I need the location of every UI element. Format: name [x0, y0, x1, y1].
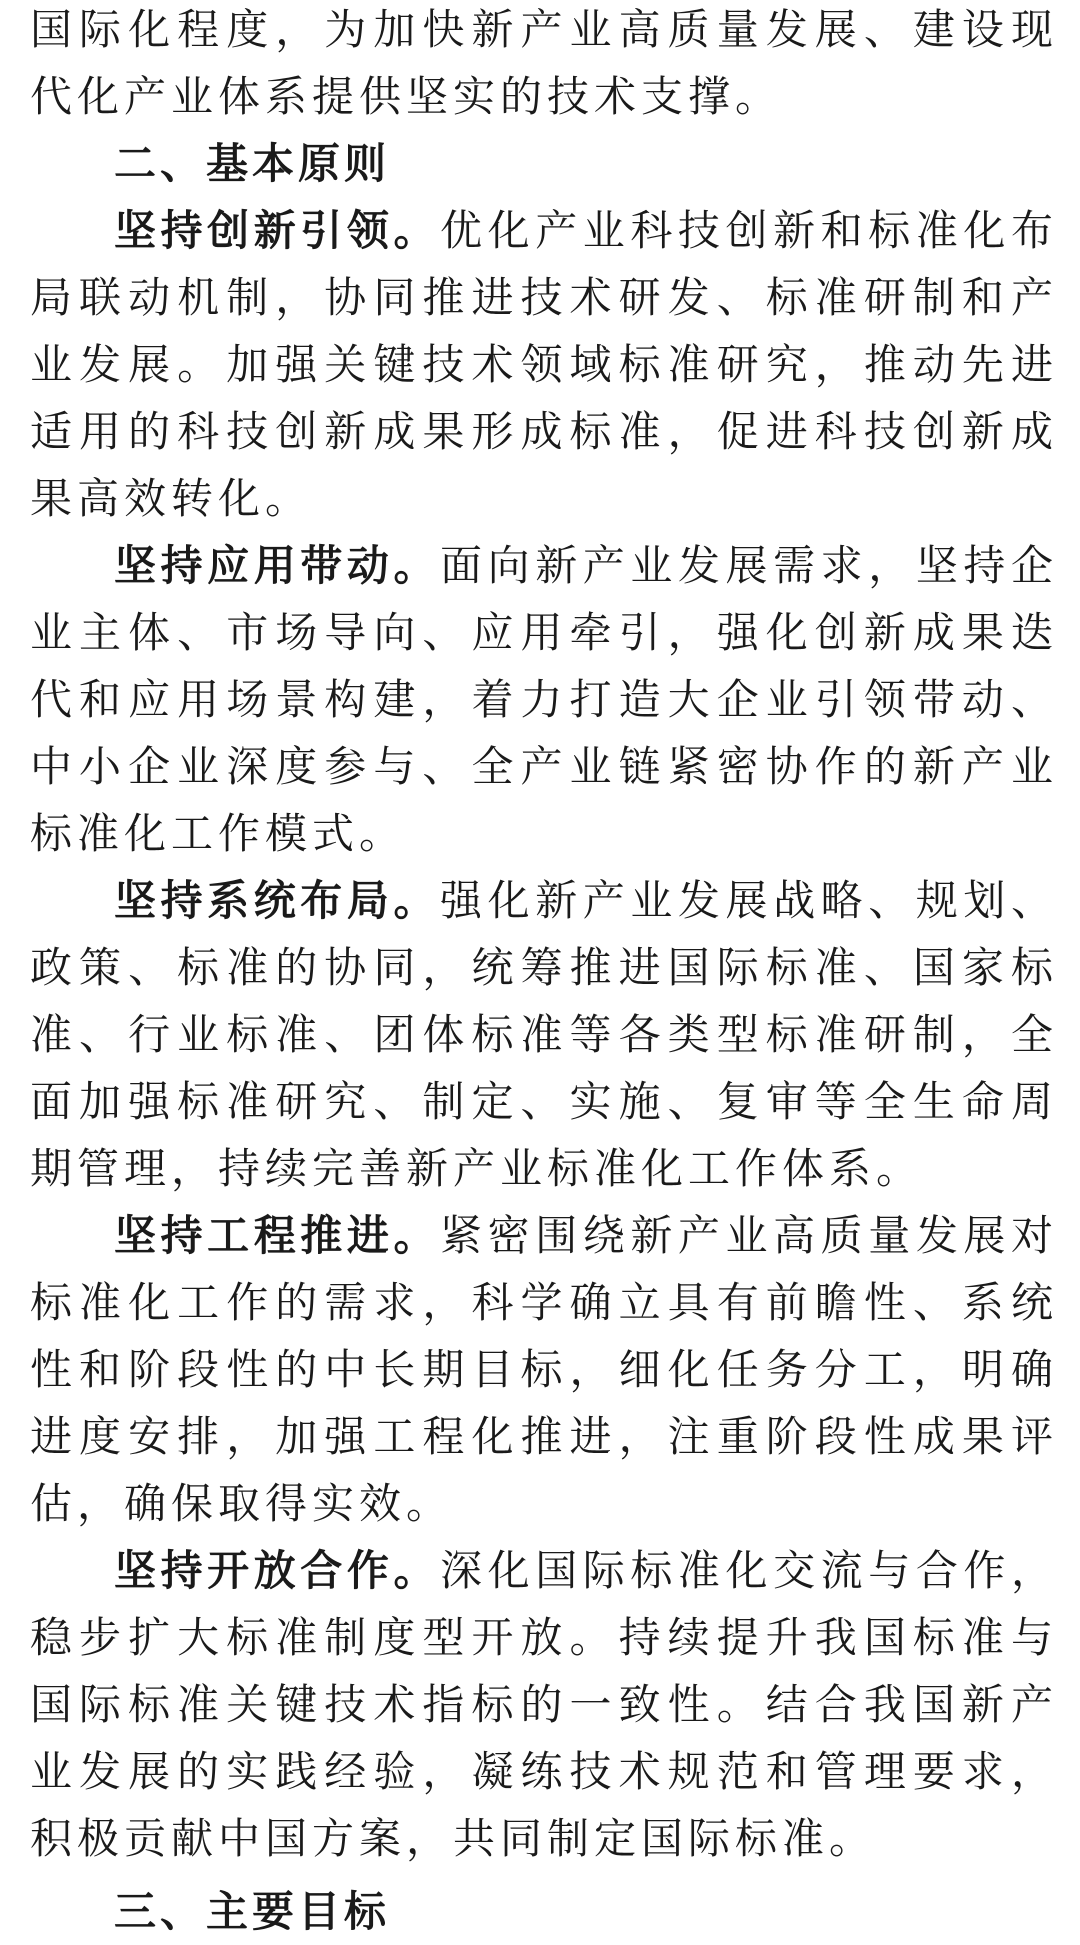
principle-text-innovation: 优化产业科技创新和标准化布局联动机制，协同推进技术研发、标准研制和产业发展。加强关键技术领域标准研究，推动先进适用的科技创新成果形成标准，促进科技创新成果高效转化。 — [30, 206, 1058, 523]
principle-text-system: 强化新产业发展战略、规划、政策、标准的协同，统筹推进国际标准、国家标准、行业标准、团体标准等各类型标准研制，全面加强标准研究、制定、实施、复审等全生命周期管理，持续完善新产业标准化工作体系。 — [30, 876, 1058, 1193]
principle-paragraph-application — [30, 532, 1058, 867]
principle-paragraph-engineering — [30, 1202, 1058, 1537]
principle-paragraph-innovation — [30, 197, 1058, 532]
principle-text-application: 面向新产业发展需求，坚持企业主体、市场导向、应用牵引，强化创新成果迭代和应用场景构建，着力打造大企业引领带动、中小企业深度参与、全产业链紧密协作的新产业标准化工作模式。 — [30, 541, 1058, 858]
principle-lead-cooperation: 坚持开放合作。 — [114, 1546, 441, 1595]
principle-paragraph-cooperation — [30, 1537, 1058, 1872]
principle-lead-innovation: 坚持创新引领。 — [114, 206, 441, 255]
principle-lead-application: 坚持应用带动。 — [114, 541, 441, 590]
principle-lead-engineering: 坚持工程推进。 — [114, 1211, 441, 1260]
section-heading-basic-principles: 二、基本原则 — [114, 139, 391, 188]
intro-paragraph: 国际化程度，为加快新产业高质量发展、建设现代化产业体系提供坚实的技术支撑。 — [30, 5, 1058, 121]
principle-text-engineering: 紧密围绕新产业高质量发展对标准化工作的需求，科学确立具有前瞻性、系统性和阶段性的中长期目标，细化任务分工，明确进度安排，加强工程化推进，注重阶段性成果评估，确保取得实效。 — [30, 1211, 1058, 1528]
principle-lead-system: 坚持系统布局。 — [114, 876, 441, 925]
principle-paragraph-system — [30, 867, 1058, 1202]
principle-text-cooperation: 深化国际标准化交流与合作，稳步扩大标准制度型开放。持续提升我国标准与国际标准关键技术指标的一致性。结合我国新产业发展的实践经验，凝练技术规范和管理要求，积极贡献中国方案，共同制定国际标准。 — [30, 1546, 1058, 1863]
section-heading-main-goals: 三、主要目标 — [114, 1887, 391, 1936]
